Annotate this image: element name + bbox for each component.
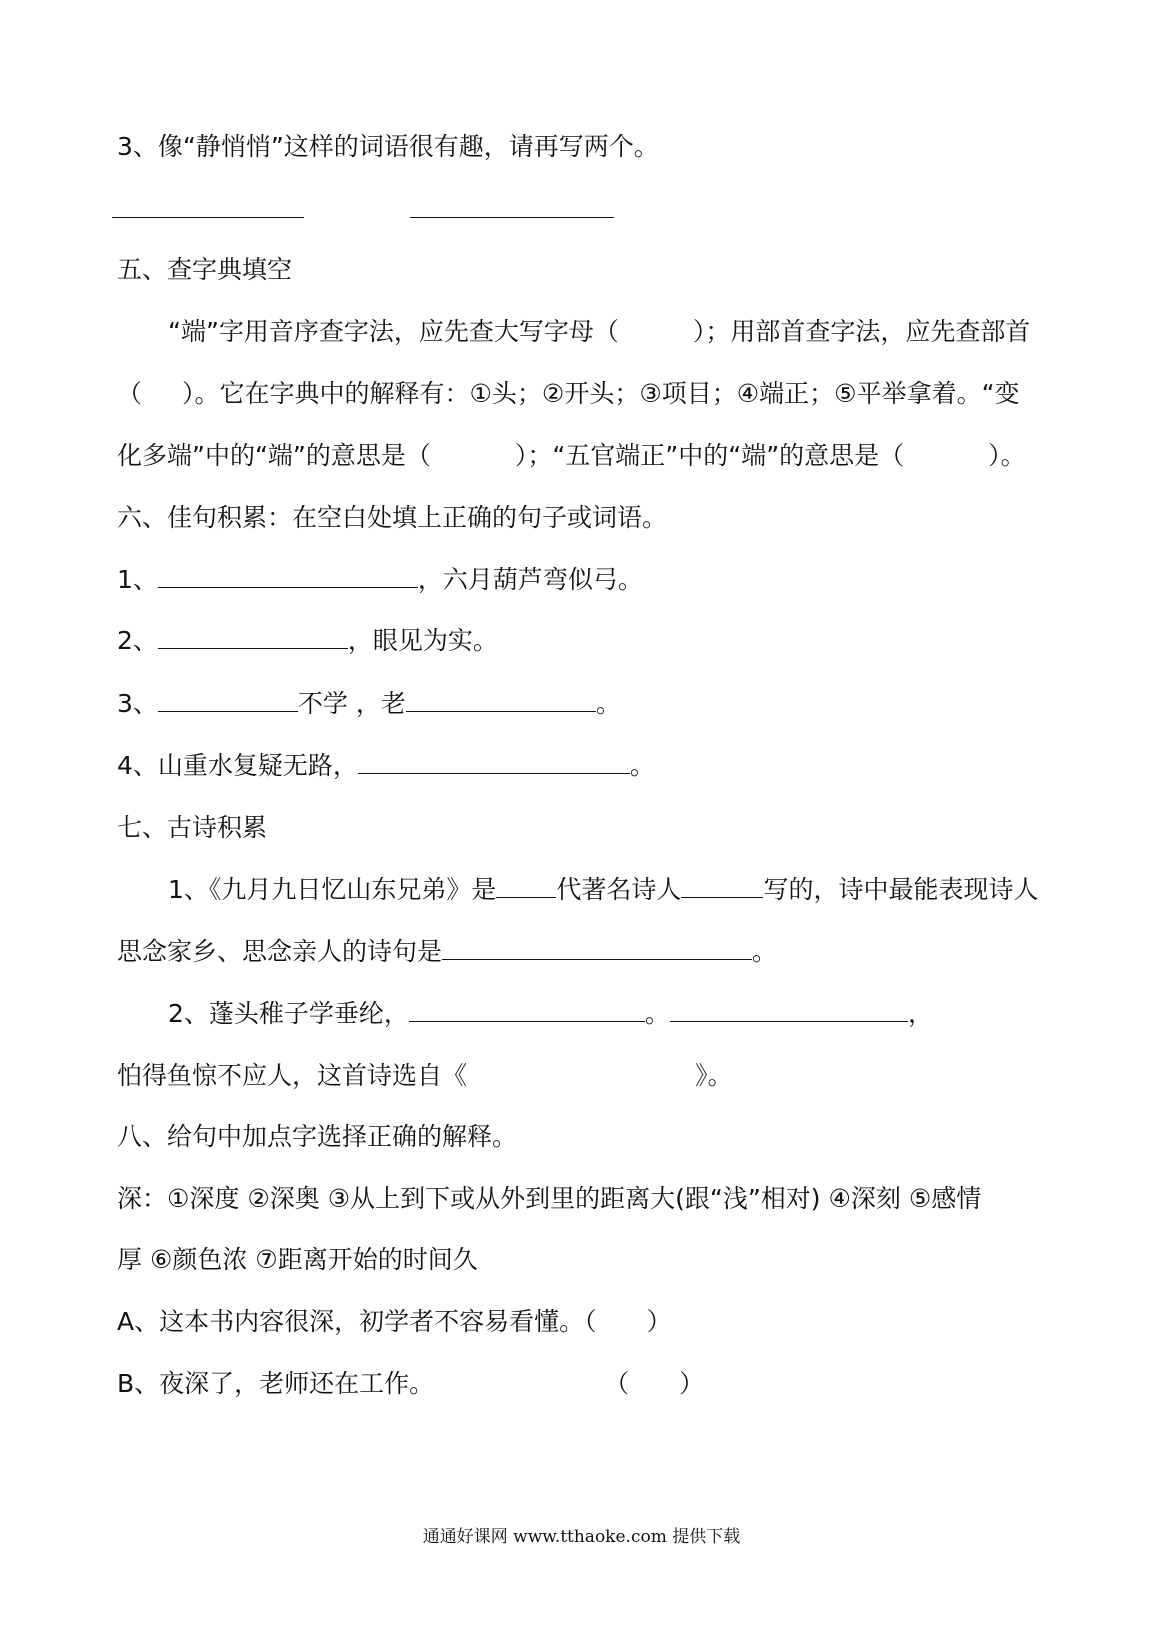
answer-blank-1[interactable] xyxy=(112,217,304,218)
section-6-item-2 xyxy=(117,624,498,658)
text: ，六月葫芦弯似弓。 xyxy=(417,565,643,594)
section-6-item-3 xyxy=(117,687,621,721)
text: 怕得鱼惊不应人，这首诗选自《 xyxy=(117,1061,468,1090)
text: 思念家乡、思念亲人的诗句是 xyxy=(117,937,443,966)
section-5-line-1 xyxy=(168,315,1030,349)
text: 》。 xyxy=(695,1061,733,1090)
text: 代著名诗人 xyxy=(556,875,682,904)
answer-parens[interactable]: （ ） xyxy=(604,1369,705,1398)
section-6-item-1 xyxy=(117,563,643,597)
fill-blank[interactable] xyxy=(442,935,752,960)
answer-blank-2[interactable] xyxy=(410,217,614,218)
footer-credit: 通通好课网 www.tthaoke.com 提供下载 xyxy=(422,1527,741,1547)
text: ）。它在字典中的解释有：①头；②开头；③项目；④端正；⑤平举拿着。“变 xyxy=(182,379,1020,408)
text: 1、《九月九日忆山东兄弟》是 xyxy=(168,875,497,904)
item-b xyxy=(117,1367,704,1401)
section-5-line-3 xyxy=(117,439,1026,473)
section-5-heading: 五、查字典填空 xyxy=(117,255,293,284)
text: 化多端”中的“端”的意思是（ xyxy=(117,441,431,470)
text: 4、山重水复疑无路， xyxy=(117,751,358,780)
section-5-line-2 xyxy=(117,377,1020,411)
text: （ xyxy=(117,379,143,408)
fill-blank[interactable] xyxy=(158,624,348,649)
section-6-item-4 xyxy=(117,749,655,783)
fill-blank[interactable] xyxy=(406,687,596,712)
text: 。 xyxy=(595,689,621,718)
text: 。 xyxy=(629,751,655,780)
section-7-heading: 七、古诗积累 xyxy=(117,813,268,842)
text: B、夜深了，老师还在工作。 xyxy=(117,1369,435,1398)
text: 2、蓬头稚子学垂纶， xyxy=(168,999,409,1028)
section-7-q1-line-1 xyxy=(168,873,1038,907)
text: 。 xyxy=(644,999,670,1028)
section-7-q2-line-2 xyxy=(117,1059,733,1093)
section-7-q2-line-1 xyxy=(168,997,933,1031)
section-7-q1-line-2 xyxy=(117,935,777,969)
item-a: A、这本书内容很深，初学者不容易看懂。（ ） xyxy=(117,1307,672,1336)
text: ）；“五官端正”中的“端”的意思是（ xyxy=(514,441,905,470)
section-6-heading: 六、佳句积累：在空白处填上正确的句子或词语。 xyxy=(117,503,668,532)
text: 2、 xyxy=(117,626,158,655)
text: ）。 xyxy=(988,441,1026,470)
text: ， xyxy=(907,999,933,1028)
text: 3、 xyxy=(117,689,158,718)
text: “端”字用音序查字法，应先查大写字母（ xyxy=(168,317,619,346)
fill-blank[interactable] xyxy=(681,873,763,898)
text: ，眼见为实。 xyxy=(347,626,498,655)
fill-blank[interactable] xyxy=(158,563,418,588)
question-3: 3、像“静悄悄”这样的词语很有趣，请再写两个。 xyxy=(117,132,659,161)
fill-blank[interactable] xyxy=(158,687,298,712)
fill-blank[interactable] xyxy=(409,997,645,1022)
definitions-line-1: 深：①深度 ②深奥 ③从上到下或从外到里的距离大(跟“浅”相对) ④深刻 ⑤感情 xyxy=(117,1184,982,1213)
text: 不学 ，老 xyxy=(297,689,406,718)
text: 。 xyxy=(752,937,778,966)
section-8-heading: 八、给句中加点字选择正确的解释。 xyxy=(117,1122,518,1151)
text: 1、 xyxy=(117,565,158,594)
text: 写的，诗中最能表现诗人 xyxy=(763,875,1039,904)
text: ）；用部首查字法，应先查部首 xyxy=(692,317,1031,346)
fill-blank[interactable] xyxy=(496,873,556,898)
fill-blank[interactable] xyxy=(670,997,908,1022)
fill-blank[interactable] xyxy=(358,749,630,774)
definitions-line-2: 厚 ⑥颜色浓 ⑦距离开始的时间久 xyxy=(117,1245,478,1274)
